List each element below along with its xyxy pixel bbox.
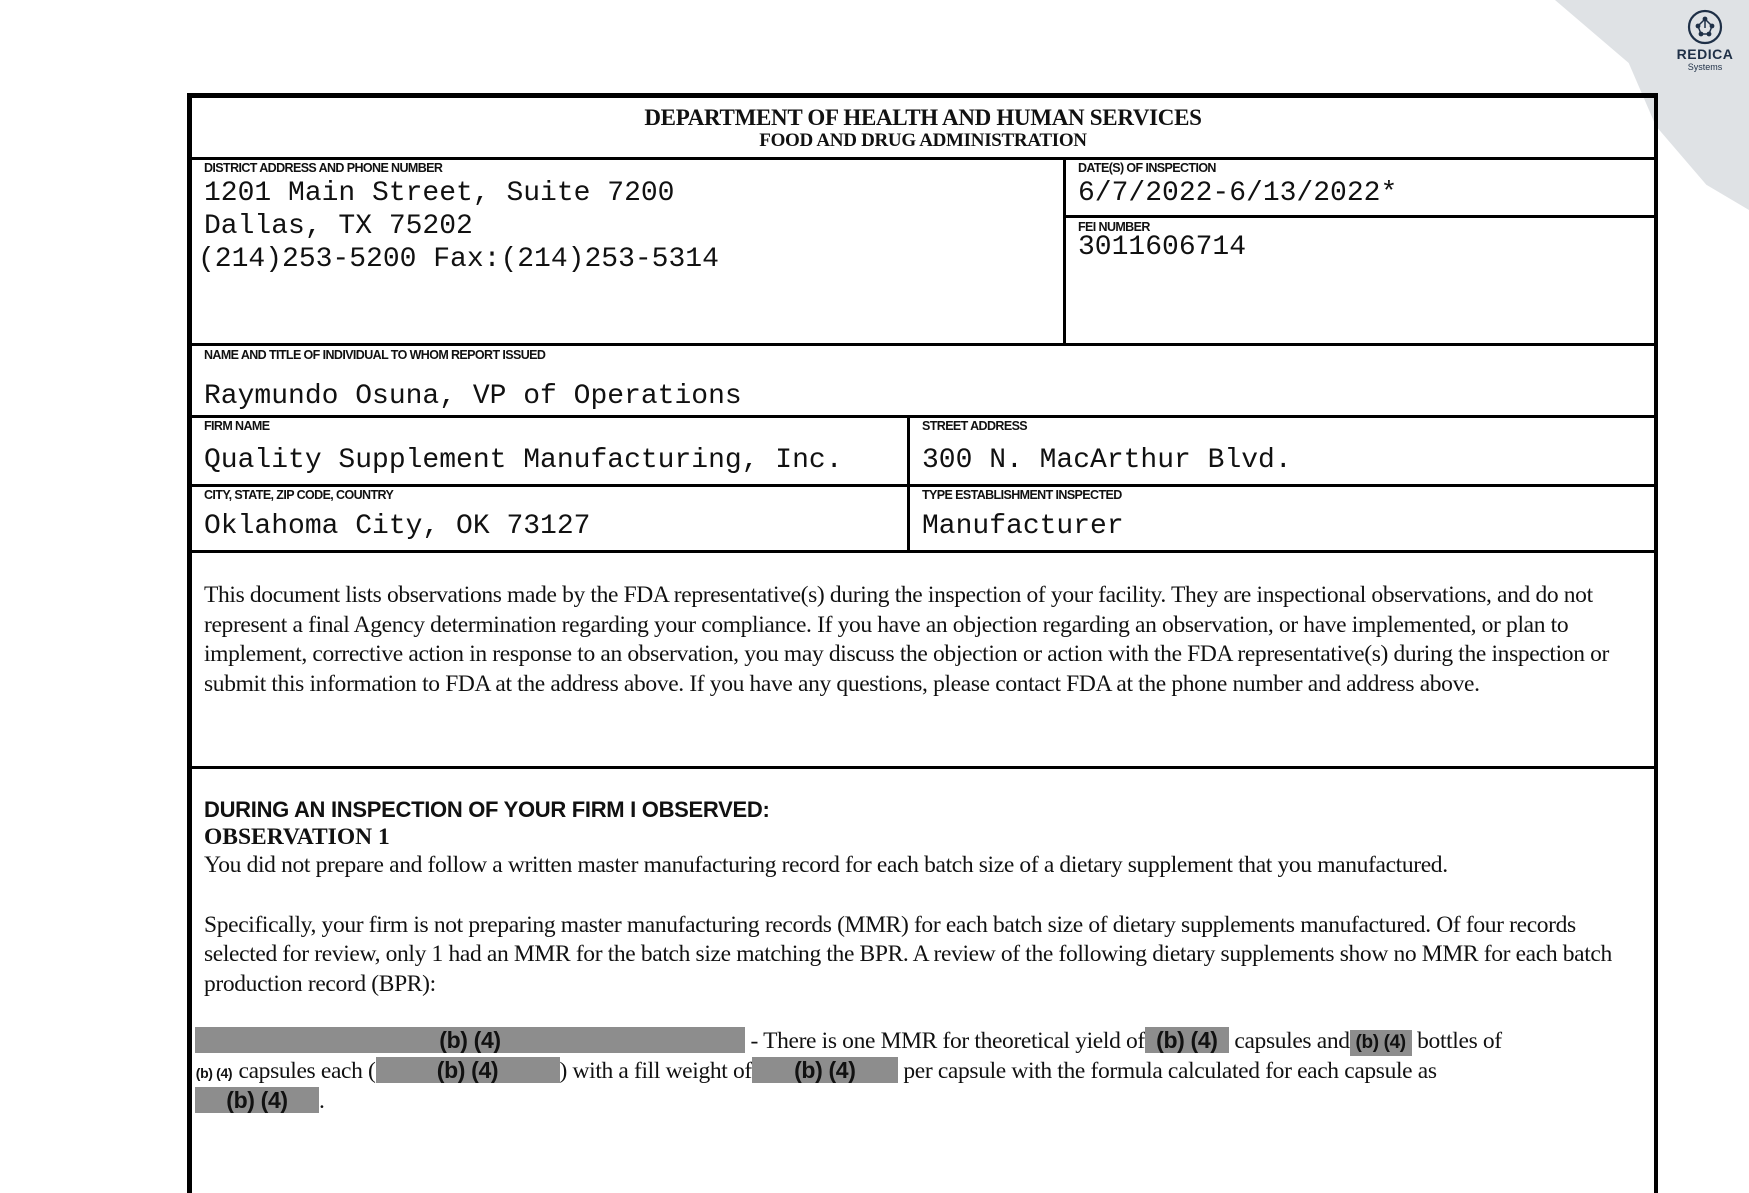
line1-text-b: capsules and bbox=[1228, 1028, 1350, 1054]
street-address-value: 300 N. MacArthur Blvd. bbox=[922, 445, 1292, 476]
form-header bbox=[192, 98, 1654, 160]
observations-heading: DURING AN INSPECTION OF YOUR FIRM I OBSERVED: bbox=[204, 797, 770, 822]
district-row bbox=[192, 160, 1654, 346]
redaction-block: (b) (4) bbox=[376, 1057, 560, 1083]
disclaimer-text: This document lists observations made by the FDA representative(s) during the inspection of your facility. They are inspectional observations, and do not represent a final Agency determination regarding your compliance. If you have an objection regarding an observation, or have implemented, or plan to implement, corrective action in response to an observation, you may discuss the objection or action with the FDA representative(s) during the inspection or submit this information to FDA at the address above. If you have any questions, please contact FDA at the phone number and address above. bbox=[204, 582, 1609, 697]
line3-end: . bbox=[319, 1088, 325, 1114]
network-globe-icon bbox=[1686, 8, 1724, 46]
department-title: DEPARTMENT OF HEALTH AND HUMAN SERVICES bbox=[644, 105, 1202, 130]
city-cell bbox=[192, 487, 910, 550]
city-row bbox=[192, 487, 1654, 553]
firm-row bbox=[192, 418, 1654, 487]
form-483 bbox=[187, 93, 1658, 1193]
redaction-block-small: (b) (4) bbox=[195, 1065, 233, 1081]
redaction-block: (b) (4) bbox=[195, 1087, 319, 1113]
redacted-line-2 bbox=[195, 1057, 1437, 1085]
redaction-block: (b) (4) bbox=[1350, 1030, 1412, 1056]
dates-fei-cell bbox=[1066, 160, 1654, 343]
recipient-label: NAME AND TITLE OF INDIVIDUAL TO WHOM REPORT ISSUED bbox=[204, 348, 546, 362]
city-label: CITY, STATE, ZIP CODE, COUNTRY bbox=[204, 488, 394, 502]
redaction-block: (b) (4) bbox=[1145, 1027, 1229, 1053]
redaction-block: (b) (4) bbox=[752, 1057, 898, 1083]
observation-detail: Specifically, your firm is not preparing master manufacturing records (MMR) for each batch size of dietary supplements manufactured. Of four records selected for review, only 1 had an MMR for the batch size matching the BPR. A review of the following dietary supplements show no MMR for each batch production record (BPR): bbox=[204, 911, 1612, 997]
recipient-value: Raymundo Osuna, VP of Operations bbox=[204, 381, 742, 412]
district-line-3: (214)253-5200 Fax:(214)253-5314 bbox=[198, 244, 719, 275]
observation-title: OBSERVATION 1 bbox=[204, 824, 390, 850]
district-cell bbox=[192, 160, 1066, 343]
line1-text-c: bottles of bbox=[1411, 1028, 1502, 1054]
fei-label: FEI NUMBER bbox=[1078, 220, 1150, 234]
street-address-cell bbox=[910, 418, 1654, 484]
line2-text-a: capsules each ( bbox=[233, 1058, 376, 1084]
logo-subtitle: Systems bbox=[1687, 62, 1723, 72]
firm-name-label: FIRM NAME bbox=[204, 419, 270, 433]
dates-value: 6/7/2022-6/13/2022* bbox=[1078, 178, 1398, 209]
city-value: Oklahoma City, OK 73127 bbox=[204, 511, 591, 542]
firm-name-value: Quality Supplement Manufacturing, Inc. bbox=[204, 445, 843, 476]
district-line-2: Dallas, TX 75202 bbox=[204, 211, 473, 242]
redacted-line-1 bbox=[195, 1027, 1502, 1056]
logo-name: REDICA bbox=[1676, 46, 1734, 62]
fei-value: 3011606714 bbox=[1078, 232, 1247, 263]
observation-summary: You did not prepare and follow a written master manufacturing record for each batch size of a dietary supplement that you manufactured. bbox=[204, 852, 1448, 878]
disclaimer-row bbox=[192, 553, 1654, 769]
firm-name-cell bbox=[192, 418, 910, 484]
line2-text-b: ) with a fill weight of bbox=[559, 1058, 752, 1084]
dates-label: DATE(S) OF INSPECTION bbox=[1078, 161, 1216, 175]
dates-box bbox=[1066, 161, 1654, 218]
line2-text-c: per capsule with the formula calculated for each capsule as bbox=[897, 1058, 1437, 1084]
line1-text-a: - There is one MMR for theoretical yield of bbox=[745, 1028, 1145, 1054]
street-address-label: STREET ADDRESS bbox=[922, 419, 1028, 433]
agency-title: FOOD AND DRUG ADMINISTRATION bbox=[759, 130, 1087, 151]
district-label: DISTRICT ADDRESS AND PHONE NUMBER bbox=[204, 161, 443, 175]
establishment-label: TYPE ESTABLISHMENT INSPECTED bbox=[922, 488, 1122, 502]
observations-section bbox=[192, 769, 1654, 1193]
establishment-cell bbox=[910, 487, 1654, 550]
establishment-value: Manufacturer bbox=[922, 511, 1124, 542]
redacted-line-3 bbox=[195, 1087, 325, 1115]
redica-logo bbox=[1665, 8, 1745, 72]
redaction-block: (b) (4) bbox=[195, 1027, 745, 1053]
recipient-row bbox=[192, 346, 1654, 418]
district-line-1: 1201 Main Street, Suite 7200 bbox=[204, 178, 675, 209]
